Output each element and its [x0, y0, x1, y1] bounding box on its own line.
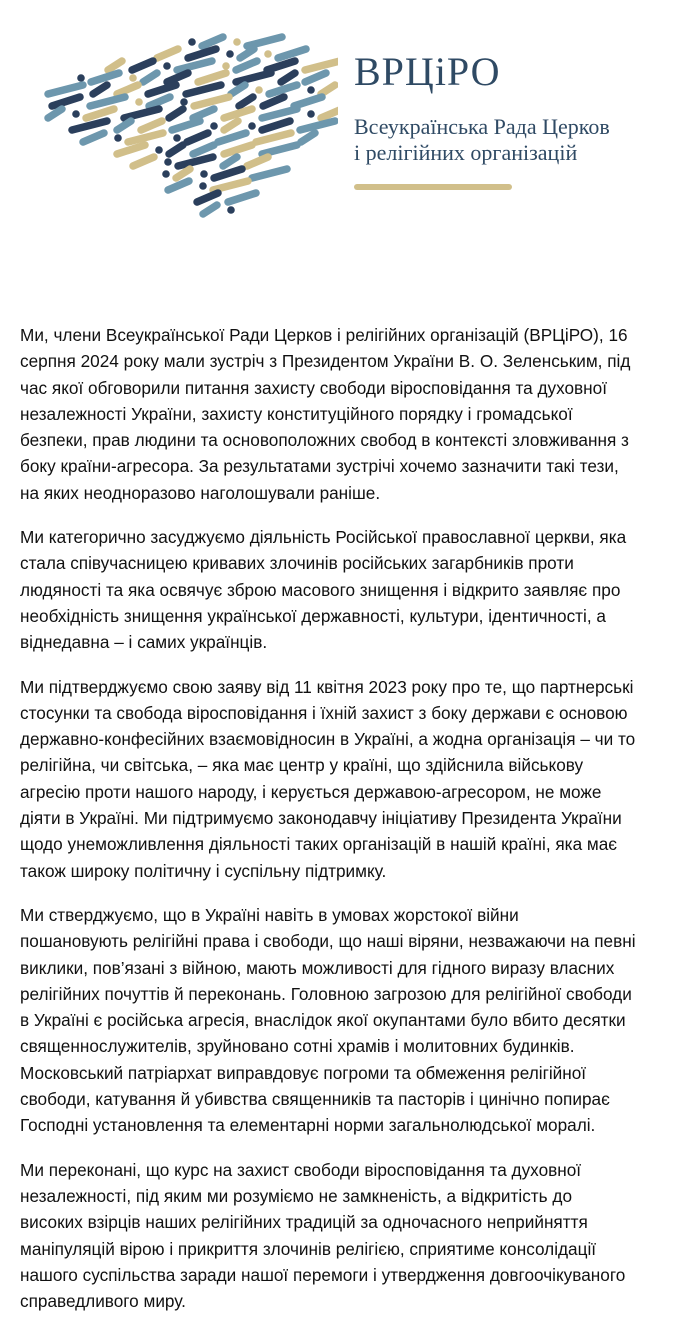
paragraph-2: Ми категорично засуджуємо діяльність Російської православної церкви, яка стала співучасницею кривавих злочинів російських загарбників проти людяності та яка освячує зброю масового знищення і відкрито заявляє про необхідність знищення української державності, культури, ідентичності, а віднедавна – і самих українців. — [20, 527, 627, 653]
logo-dash — [124, 109, 159, 118]
logo-dash — [133, 157, 154, 166]
logo-dot — [307, 86, 315, 94]
logo-dash — [197, 193, 218, 202]
logo-dash — [247, 37, 282, 46]
header — [0, 0, 681, 300]
logo-dash — [223, 157, 237, 166]
logo-dash — [228, 193, 256, 202]
logo-dash — [72, 121, 107, 130]
logo-dash — [143, 73, 157, 82]
logo-dash — [167, 73, 188, 82]
logo-dash — [176, 169, 190, 178]
logo-dash — [305, 61, 338, 70]
logo-dash — [90, 97, 125, 106]
logo-dash — [321, 109, 338, 118]
logo-dash — [214, 169, 242, 178]
paragraph-4: Ми стверджуємо, що в Україні навіть в умовах жорстокої війни пошановують релігійні права і свободи, що наші віряни, незважаючи на певні виклики, пов’язані з війною, мають можливості для гідного виразу власних релігійних почуттів й переконань. Головною загрозою для релігійної свободи в Україні є російська агресія, внаслідок якої окупантами було вбито десятки священнослужителів, зруйновано сотні храмів і молитовних будинків. Московський патріархат виправдовує погроми та обмеження релігійної свободи, катування й убивства священників та пасторів і цинічно попирає Господні установлення та елементарні норми загальнолюдської моралі. — [20, 904, 636, 1136]
logo-dot — [264, 50, 272, 58]
logo-dash — [262, 145, 297, 154]
logo-dash — [239, 97, 253, 106]
logo-dash — [294, 97, 322, 106]
org-acronym: ВРЦіРО — [354, 49, 501, 94]
logo-dash — [132, 61, 153, 70]
logo-dot — [173, 134, 181, 142]
paragraph-1: Ми, члени Всеукраїнської Ради Церков і релігійних організацій (ВРЦіРО), 16 серпня 2024 року мали зустріч з Президентом України В. О. Зеленським, під час якої обговорили питання захисту свободи віросповідання та духовної незалежності України, захисту конституційного порядку і громадської безпеки, прав людини та основоположних свобод в контексті зловживання з боку країни-агресора. За результатами зустрічі хочемо зазначити такі тези, на яких неодноразово наголошували раніше. — [20, 325, 631, 503]
logo-dash — [91, 73, 119, 82]
logo-dot — [155, 146, 163, 154]
logo-dash — [256, 133, 291, 142]
logo-dot — [210, 122, 218, 130]
logo-dot — [255, 86, 263, 94]
logo-dot — [164, 158, 172, 166]
logo-dash — [117, 121, 131, 130]
logo-dash — [169, 109, 183, 118]
logo-dash — [194, 97, 229, 106]
org-name-line-2: і релігійних організацій — [354, 140, 578, 165]
logo-dash — [247, 157, 268, 166]
logo-dash — [236, 73, 271, 82]
logo-dot — [72, 110, 80, 118]
logo-dot — [307, 110, 315, 118]
logo-dash — [186, 85, 221, 94]
logo-dash — [48, 109, 62, 118]
logo-dash — [224, 121, 238, 130]
logo-dash — [141, 121, 162, 130]
logo-dash — [117, 85, 138, 94]
logo-dash — [269, 85, 297, 94]
logo-dash — [117, 145, 145, 154]
logo-dot — [135, 98, 143, 106]
logo-dot — [248, 122, 256, 130]
map-of-ukraine-dashes-logo — [38, 30, 338, 230]
logo-dash — [267, 61, 295, 70]
logo-dot — [227, 206, 235, 214]
logo-dash — [52, 97, 80, 106]
logo-dash — [149, 97, 170, 106]
logo-dash — [86, 109, 114, 118]
logo-dash — [48, 85, 83, 94]
logo-dash — [218, 133, 246, 142]
logo-dash — [108, 61, 122, 70]
logo-dot — [129, 74, 137, 82]
logo-dash — [262, 109, 297, 118]
logo-dash — [224, 109, 252, 118]
logo-dash — [224, 145, 252, 154]
logo-dash — [198, 73, 226, 82]
statement-body — [20, 322, 670, 1332]
logo-dash — [305, 73, 326, 82]
paragraph-3: Ми підтверджуємо свою заяву від 11 квітня 2023 року про те, що партнерські стосунки та свобода віросповідання і їхній захист з боку держави є основою державно-конфесійних взаємовідносин в Україні, а жодна організація – чи то релігійна, чи світська, – яка має центр у країні, що здійснила військову агресію проти нашого народу, і керується державою-агресором, не може діяти в Україні. Ми підтримуємо законодавчу ініціативу Президента України щодо унеможливлення діяльності таких організацій в нашій країні, яка має також широку політичну і суспільну підтримку. — [20, 676, 636, 881]
logo-dot — [199, 182, 207, 190]
logo-dash — [321, 85, 335, 94]
logo-dash — [193, 145, 214, 154]
logo-dash — [252, 169, 287, 178]
logo-dash — [301, 133, 315, 142]
logo-dash — [128, 133, 163, 142]
logo-dot — [114, 134, 122, 142]
logo-dash — [168, 181, 189, 190]
gold-divider — [354, 184, 512, 190]
logo-dash — [281, 73, 295, 82]
paragraph-5: Ми переконані, що курс на захист свободи віросповідання та духовної незалежності, під яким ми розуміємо не замкненість, а відкритість до високих взірців наших релігійних традицій за одночасного неприйняття маніпуляцій вірою і прикриття злочинів релігією, сприятиме консолідації нашого суспільства заради нашої перемоги і утвердження довгоочікуваного справедливого миру. — [20, 1159, 626, 1312]
logo-dash — [177, 61, 212, 70]
logo-dash — [188, 49, 216, 58]
logo-dash — [213, 181, 248, 190]
logo-dot — [180, 98, 188, 106]
logo-dash — [93, 85, 107, 94]
logo-dash — [193, 109, 214, 118]
logo-dash — [83, 133, 104, 142]
logo-dash — [178, 157, 213, 166]
logo-dash — [262, 121, 290, 130]
logo-dash — [236, 61, 257, 70]
logo-dot — [188, 38, 196, 46]
logo-dot — [77, 74, 85, 82]
logo-dash — [263, 97, 284, 106]
logo-dash — [240, 49, 254, 58]
logo-dash — [231, 85, 245, 94]
logo-dash — [148, 85, 176, 94]
logo-dash — [169, 145, 183, 154]
logo-dash — [157, 49, 178, 58]
org-name-line-1: Всеукраїнська Рада Церков — [354, 114, 610, 139]
logo-dot — [163, 62, 171, 70]
logo-dot — [162, 170, 170, 178]
logo-dash — [278, 49, 306, 58]
logo-dot — [233, 38, 241, 46]
logo-dash — [202, 37, 223, 46]
logo-dash — [203, 205, 217, 214]
logo-dash — [172, 121, 200, 130]
logo-dot — [200, 170, 208, 178]
logo-dot — [226, 50, 234, 58]
logo-dash — [300, 121, 335, 130]
logo-dash — [187, 133, 208, 142]
brand-block — [354, 49, 610, 190]
logo-dot — [222, 62, 230, 70]
